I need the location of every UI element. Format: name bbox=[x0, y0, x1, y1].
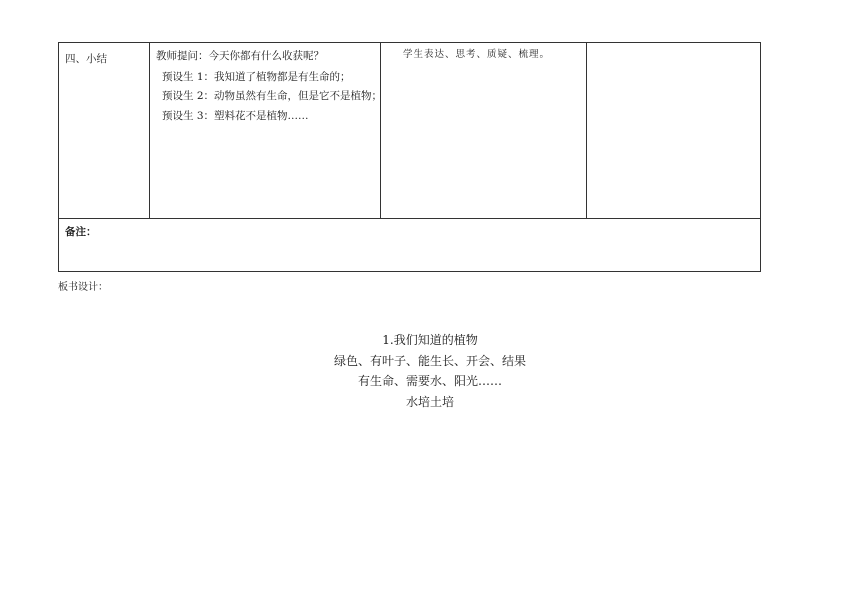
empty-cell bbox=[587, 43, 761, 219]
student-activity-cell bbox=[381, 43, 587, 219]
teacher-question: 教师提问：今天你都有什么收获呢？ bbox=[156, 50, 324, 62]
notes-row bbox=[59, 219, 761, 272]
board-line-1: 1.我们知道的植物 bbox=[382, 333, 478, 347]
teacher-activity-cell bbox=[150, 43, 381, 219]
blackboard-design bbox=[0, 330, 860, 412]
stage-label: 四、小结 bbox=[65, 53, 107, 65]
notes-label: 备注： bbox=[65, 226, 97, 238]
board-line-2: 绿色、有叶子、能生长、开会、结果 bbox=[333, 353, 526, 368]
summary-row bbox=[59, 43, 761, 219]
preset-answer-2: 预设生 2：动物虽然有生命，但是它不是植物； bbox=[162, 90, 383, 103]
notes-cell bbox=[59, 219, 761, 272]
preset-answer-1: 预设生 1：我知道了植物都是有生命的； bbox=[162, 71, 351, 84]
board-design-label: 板书设计： bbox=[58, 282, 108, 293]
preset-answer-3: 预设生 3：塑料花不是植物…… bbox=[162, 109, 309, 122]
lesson-plan-table bbox=[58, 42, 761, 272]
student-activity-text: 学生表达、思考、质疑、梳理。 bbox=[403, 49, 551, 60]
board-line-4: 水培土培 bbox=[405, 394, 454, 409]
stage-cell bbox=[59, 43, 150, 219]
board-line-3: 有生命、需要水、阳光…… bbox=[357, 374, 502, 388]
